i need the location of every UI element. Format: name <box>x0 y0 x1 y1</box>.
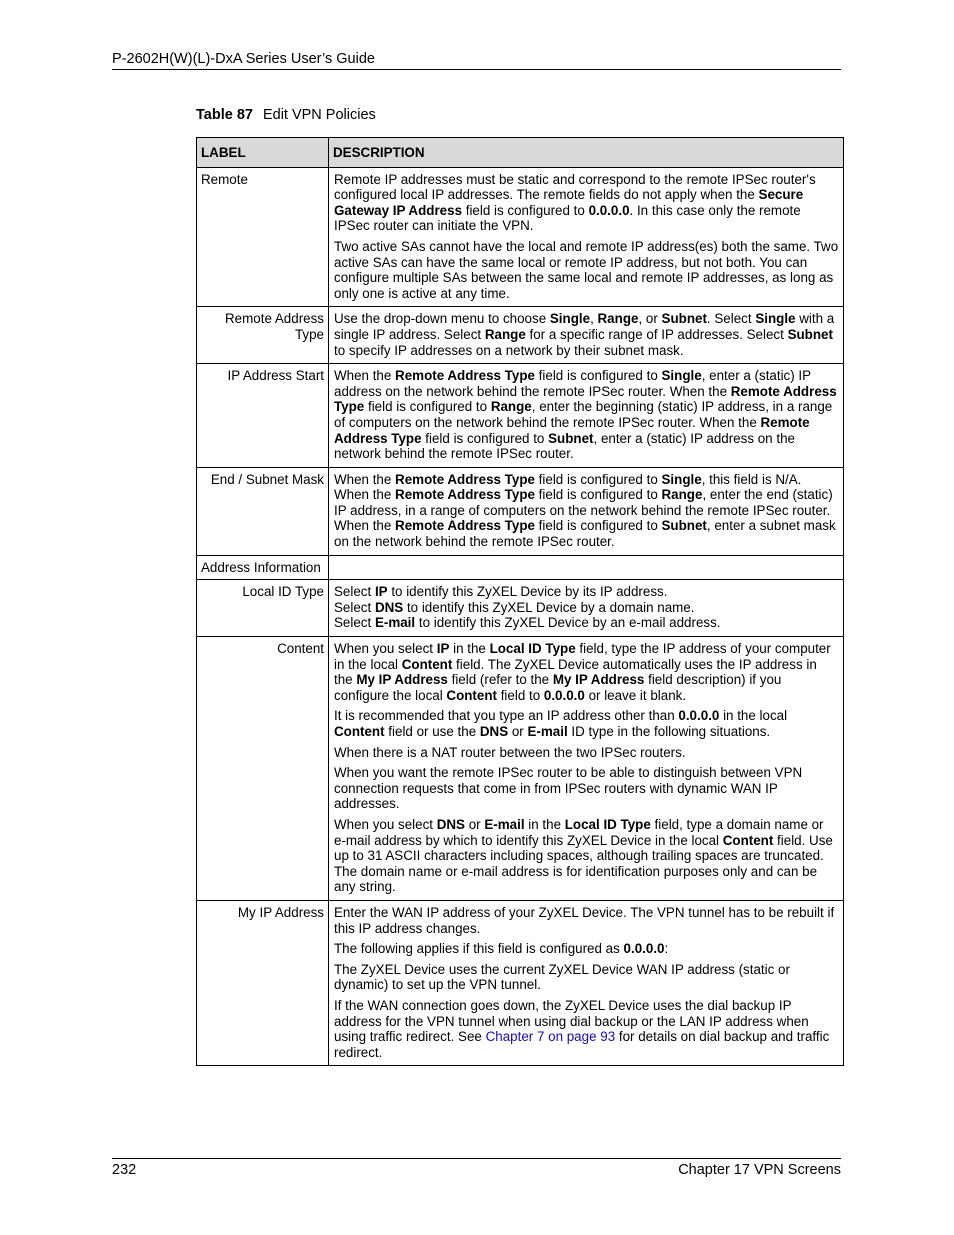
field-name: My IP Address <box>552 672 645 688</box>
description-text: : <box>664 941 669 957</box>
page-number: 232 <box>112 1162 137 1178</box>
table-title: Edit VPN Policies <box>262 107 376 123</box>
description-paragraph <box>334 905 839 936</box>
row-label: Address Information <box>197 555 329 580</box>
description-text: field to <box>496 687 544 703</box>
description-text: Select <box>334 615 375 631</box>
field-name: My IP Address <box>356 672 448 688</box>
description-text: or leave it blank. <box>584 687 687 703</box>
field-name: Content <box>334 724 385 739</box>
field-name: Range <box>661 487 703 503</box>
row-label: IP Address Start <box>197 364 329 468</box>
description-text: or <box>508 724 528 739</box>
field-name: 0.0.0.0 <box>543 687 585 703</box>
field-name: Content <box>446 687 497 703</box>
table-number: Table 87 <box>196 107 253 123</box>
description-paragraph <box>334 584 839 631</box>
row-description <box>329 307 844 364</box>
field-name: Local ID Type <box>489 641 576 657</box>
description-paragraph <box>334 368 839 462</box>
description-text: When the <box>334 368 396 384</box>
field-name: Remote Address Type <box>395 487 535 503</box>
description-text: field is configured to <box>364 399 491 415</box>
row-label: My IP Address <box>197 900 329 1065</box>
field-name: Single <box>661 471 702 487</box>
description-text: or <box>465 816 485 832</box>
table-row <box>197 555 844 580</box>
description-text: to identify this ZyXEL Device by an e-mail address. <box>415 615 721 631</box>
description-text: field description) if you configure the local <box>334 672 782 703</box>
row-description <box>329 364 844 468</box>
field-name: Secure Gateway IP Address <box>334 187 804 218</box>
description-text: Remote IP addresses must be static and correspond to the remote IPSec router's configured local IP addresses. The remote fields do not apply when the <box>334 171 816 203</box>
table-row <box>197 467 844 555</box>
field-name: Single <box>549 311 591 327</box>
description-text: It is recommended that you type an IP address other than <box>334 708 679 724</box>
description-text: , enter a subnet mask on the network behind the remote IPSec router. <box>334 518 836 550</box>
row-description <box>329 637 844 901</box>
chapter-title: Chapter 17 VPN Screens <box>678 1162 841 1178</box>
field-name: Remote Address Type <box>395 471 535 487</box>
table-row <box>197 307 844 364</box>
description-text: Enter the WAN IP address of your ZyXEL Device. The VPN tunnel has to be rebuilt if this IP address changes. <box>334 904 835 936</box>
description-text: When you want the remote IPSec router to be able to distinguish between VPN connection requests that come in from IPSec routers with dynamic WAN IP addresses. <box>334 765 803 812</box>
row-description <box>329 580 844 637</box>
description-text: The following applies if this field is configured as <box>334 941 624 957</box>
description-text: in the local <box>719 708 788 724</box>
row-description <box>329 467 844 555</box>
row-description <box>329 555 844 580</box>
description-text: , <box>590 311 598 327</box>
field-name: Single <box>661 368 702 384</box>
table-header-row <box>197 138 844 168</box>
vpn-policies-table <box>196 137 844 1066</box>
description-paragraph <box>334 239 839 301</box>
description-text: field (refer to the <box>447 672 553 688</box>
description-text: When you select <box>334 641 437 657</box>
field-name: 0.0.0.0 <box>588 202 630 218</box>
description-text: in the <box>524 816 565 832</box>
field-name: Subnet <box>787 326 833 342</box>
description-text: field is configured to <box>534 518 662 534</box>
description-text: , enter a (static) IP address on the network behind the remote IPSec router. <box>334 430 795 462</box>
field-name: Content <box>401 656 453 672</box>
description-text: field is configured to <box>421 430 549 446</box>
description-text: field, type the IP address of your computer in the local <box>334 641 831 672</box>
description-paragraph <box>334 941 839 957</box>
description-text: field, type a domain name or e-mail address by which to identify this ZyXEL Device in the local <box>334 816 824 848</box>
description-text: , or <box>638 311 662 327</box>
field-name: DNS <box>436 816 465 832</box>
description-text: The ZyXEL Device uses the current ZyXEL Device WAN IP address (static or dynamic) to set up the VPN tunnel. <box>334 961 790 993</box>
table-row <box>197 580 844 637</box>
description-text: . Select <box>706 311 756 327</box>
description-text: for a specific range of IP addresses. Select <box>525 326 788 342</box>
description-paragraph <box>334 765 839 812</box>
description-text: in the <box>449 641 490 657</box>
description-text: , this field is N/A. When the <box>334 471 802 503</box>
description-text: for details on dial backup and traffic redirect. <box>334 1029 830 1060</box>
field-name: Subnet <box>661 518 707 534</box>
description-text: If the WAN connection goes down, the ZyXEL Device uses the dial backup IP address for the VPN tunnel when using dial backup or the LAN IP address when using traffic redirect. See <box>334 997 809 1045</box>
description-text: to identify this ZyXEL Device by a domain name. <box>403 599 695 615</box>
row-label: Remote Address Type <box>197 307 329 364</box>
description-text: field. Use up to 31 ASCII characters including spaces, although trailing spaces are truncated. The domain name or e-mail address is for identification purposes only and can be any string. <box>334 832 833 895</box>
field-name: 0.0.0.0 <box>623 941 665 957</box>
row-label: Remote <box>197 167 329 307</box>
description-text: . In this case only the remote IPSec router can initiate the VPN. <box>334 202 801 234</box>
field-name: Remote Address Type <box>395 518 535 534</box>
row-description <box>329 167 844 307</box>
table-body <box>197 167 844 1066</box>
field-name: Content <box>722 832 774 848</box>
table-row <box>197 364 844 468</box>
field-name: E-mail <box>374 615 416 631</box>
description-text: field. The ZyXEL Device automatically uses the IP address in the <box>334 656 817 688</box>
description-text: When the <box>334 471 396 487</box>
field-name: IP <box>436 641 450 657</box>
table-caption <box>196 107 376 123</box>
field-name: IP <box>374 584 388 600</box>
cross-reference-link[interactable]: Chapter 7 on page 93 <box>485 1029 616 1045</box>
table-row <box>197 167 844 307</box>
footer-rule <box>112 1158 841 1159</box>
description-paragraph <box>334 962 839 993</box>
table-row <box>197 637 844 901</box>
description-paragraph <box>334 472 839 550</box>
description-text: , enter the beginning (static) IP address, in a range of computers on the network behind the remote IPSec router. When the <box>334 399 833 430</box>
field-name: Remote Address Type <box>334 414 810 446</box>
description-text: field is configured to <box>534 368 662 384</box>
description-paragraph <box>334 998 839 1060</box>
field-name: Remote Address Type <box>395 368 535 384</box>
column-header-label: LABEL <box>197 138 329 168</box>
description-paragraph <box>334 745 839 761</box>
description-text: ID type in the following situations. <box>567 724 771 739</box>
description-text: with a single IP address. Select <box>334 311 835 342</box>
description-paragraph <box>334 708 839 739</box>
table-row <box>197 900 844 1065</box>
description-text: field is configured to <box>534 471 662 487</box>
description-text: When you select <box>334 816 437 832</box>
field-name: Local ID Type <box>564 816 651 832</box>
description-text: , enter a (static) IP address on the network behind the remote IPSec router. When the <box>334 368 811 399</box>
description-text: to identify this ZyXEL Device by its IP address. <box>387 584 668 600</box>
description-text: Select <box>334 584 375 600</box>
field-name: Range <box>484 326 526 342</box>
description-text: Two active SAs cannot have the local and remote IP address(es) both the same. Two active SAs can have the same local or remote IP address, but not both. You can configure multiple SAs between the same local and remote IP addresses, as long as only one is active at any time. <box>334 238 839 301</box>
description-paragraph <box>334 311 839 358</box>
description-text: Select <box>334 599 375 615</box>
description-paragraph <box>334 817 839 895</box>
field-name: 0.0.0.0 <box>678 708 720 724</box>
description-text: field or use the <box>384 724 480 739</box>
description-text: When there is a NAT router between the two IPSec routers. <box>334 744 686 760</box>
row-label: Content <box>197 637 329 901</box>
description-paragraph <box>334 172 839 234</box>
field-name: E-mail <box>527 724 568 739</box>
description-text: , enter the end (static) IP address, in a range of computers on the network behind the remote IPSec router. When the <box>334 487 833 534</box>
field-name: Subnet <box>548 430 594 446</box>
row-description <box>329 900 844 1065</box>
column-header-description: DESCRIPTION <box>329 138 844 168</box>
row-label: Local ID Type <box>197 580 329 637</box>
field-name: Single <box>755 311 796 327</box>
field-name: E-mail <box>484 816 525 832</box>
description-paragraph <box>334 641 839 703</box>
field-name: Remote Address Type <box>334 383 837 415</box>
field-name: DNS <box>374 599 404 615</box>
running-header: P-2602H(W)(L)-DxA Series User’s Guide <box>112 51 841 70</box>
field-name: Range <box>490 399 532 415</box>
description-text: Use the drop-down menu to choose <box>334 311 550 327</box>
field-name: Range <box>597 311 639 327</box>
description-text: to specify IP addresses on a network by their subnet mask. <box>334 342 684 358</box>
description-text: field is configured to <box>462 202 589 218</box>
description-text: field is configured to <box>534 487 662 503</box>
field-name: Subnet <box>661 311 707 327</box>
row-label: End / Subnet Mask <box>197 467 329 555</box>
field-name: DNS <box>479 724 509 739</box>
